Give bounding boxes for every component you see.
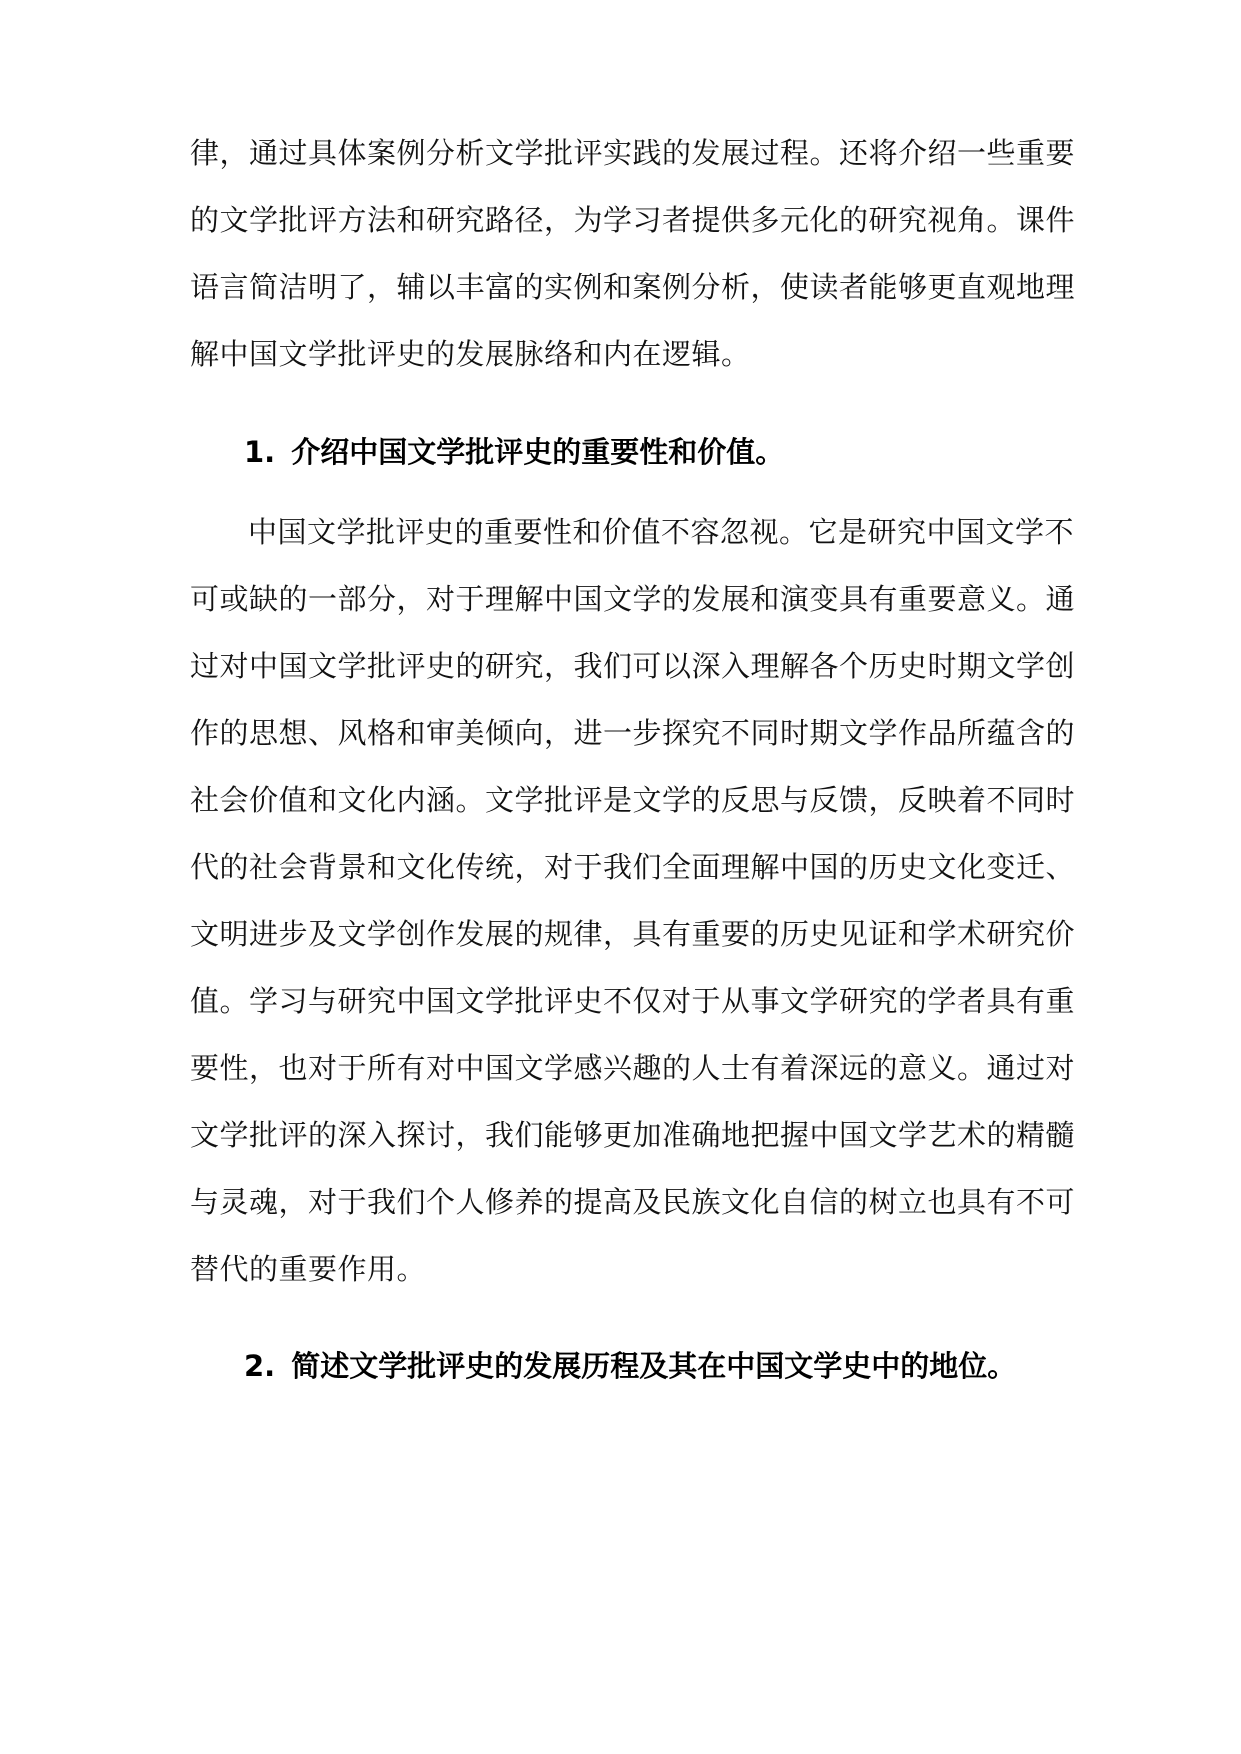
section-1-number: 1. — [244, 435, 276, 469]
text-line: 代的社会背景和文化传统，对于我们全面理解中国的历史文化变迁、 — [190, 850, 1076, 884]
text-line: 解中国文学批评史的发展脉络和内在逻辑。 — [190, 337, 751, 371]
text-line: 的文学批评方法和研究路径，为学习者提供多元化的研究视角。课件 — [190, 203, 1076, 237]
text-line: 文明进步及文学创作发展的规律，具有重要的历史见证和学术研究价 — [190, 917, 1076, 951]
section-1-title: 介绍中国文学批评史的重要性和价值。 — [291, 435, 785, 469]
text-line: 中国文学批评史的重要性和价值不容忽视。它是研究中国文学不 — [248, 515, 1075, 549]
text-line: 社会价值和文化内涵。文学批评是文学的反思与反馈，反映着不同时 — [190, 783, 1076, 817]
text-line: 语言简洁明了，辅以丰富的实例和案例分析，使读者能够更直观地理 — [190, 270, 1076, 304]
text-line: 值。学习与研究中国文学批评史不仅对于从事文学研究的学者具有重 — [190, 984, 1076, 1018]
section-2-heading — [244, 1346, 1016, 1386]
text-line: 可或缺的一部分，对于理解中国文学的发展和演变具有重要意义。通 — [190, 582, 1076, 616]
text-line: 文学批评的深入探讨，我们能够更加准确地把握中国文学艺术的精髓 — [190, 1118, 1076, 1152]
text-line: 替代的重要作用。 — [190, 1252, 427, 1286]
section-2-title: 简述文学批评史的发展历程及其在中国文学史中的地位。 — [291, 1349, 1017, 1383]
section-1-heading — [244, 432, 784, 472]
text-line: 律，通过具体案例分析文学批评实践的发展过程。还将介绍一些重要 — [190, 136, 1076, 170]
text-line: 要性，也对于所有对中国文学感兴趣的人士有着深远的意义。通过对 — [190, 1051, 1076, 1085]
text-line: 与灵魂，对于我们个人修养的提高及民族文化自信的树立也具有不可 — [190, 1185, 1076, 1219]
section-2-number: 2. — [244, 1349, 276, 1383]
text-line: 过对中国文学批评史的研究，我们可以深入理解各个历史时期文学创 — [190, 649, 1076, 683]
text-line: 作的思想、风格和审美倾向，进一步探究不同时期文学作品所蕴含的 — [190, 716, 1076, 750]
